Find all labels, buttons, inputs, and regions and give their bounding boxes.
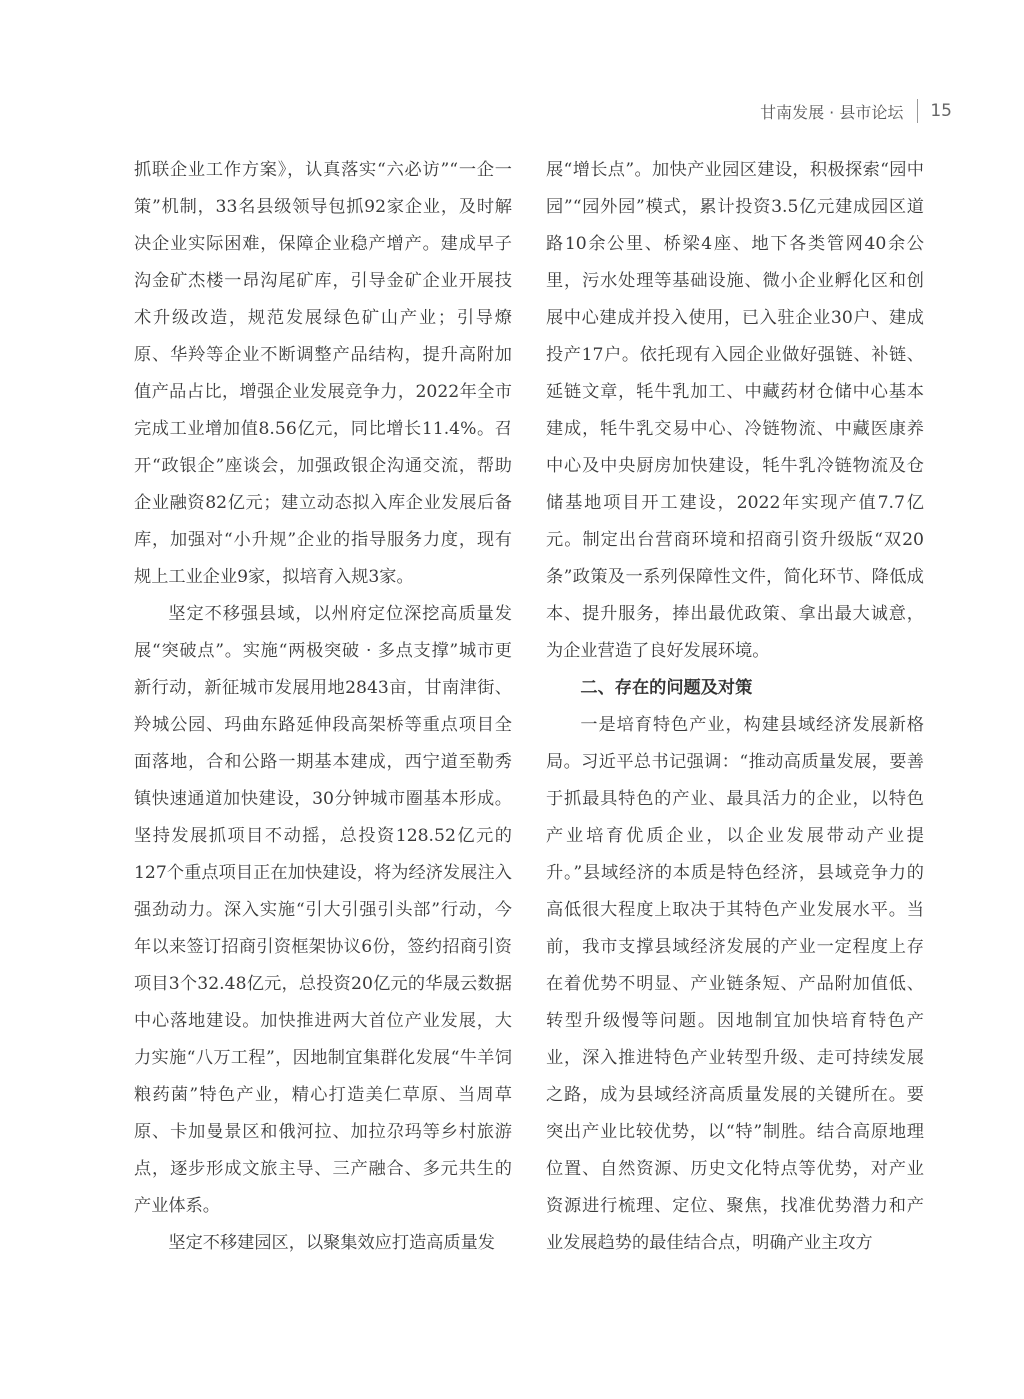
left-paragraph-3: 坚定不移建园区，以聚集效应打造高质量发 xyxy=(168,1233,495,1253)
right-paragraph-1: 展“增长点”。加快产业园区建设，积极探索“园中园”“园外园”模式，累计投资3.5亿元建成园区道路10余公里、桥梁4座、地下各类管网40余公里，污水处理等基础设施、微小企业孵化区和创展中心建成并投入使用，已入驻企业30户、建成投产17户。依托现有入园企业做好强链、补链、延链文章，牦牛乳加工、中藏药材仓储中心基本建成，牦牛乳交易中心、冷链物流、中藏医康养中心及中央厨房加快建设，牦牛乳冷链物流及仓储基地项目开工建设，2022年实现产值7.7亿元。制定出台营商环境和招商引资升级版“双20条”政策及一系列保障性文件，简化环节、降低成本、提升服务，捧出最优政策、拿出最大诚意，为企业营造了良好发展环境。 xyxy=(546,160,924,661)
left-paragraph-1: 抓联企业工作方案》，认真落实“六必访”“一企一策”机制，33名县级领导包抓92家企业，及时解决企业实际困难，保障企业稳产增产。建成早子沟金矿杰楼一昂沟尾矿库，引导金矿企业开展技术升级改造，规范发展绿色矿山产业；引导燎原、华羚等企业不断调整产品结构，提升高附加值产品占比，增强企业发展竞争力，2022年全市完成工业增加值8.56亿元，同比增长11.4%。召开“政银企”座谈会，加强政银企沟通交流，帮助企业融资82亿元；建立动态拟入库企业发展后备库，加强对“小升规”企业的指导服务力度，现有规上工业企业9家，拟培育入规3家。 xyxy=(134,160,512,587)
running-header-title: 甘南发展 · 县市论坛 xyxy=(760,102,904,122)
left-paragraph-2: 坚定不移强县域，以州府定位深挖高质量发展“突破点”。实施“两极突破 · 多点支撑”城市更新行动，新征城市发展用地2843亩，甘南津街、羚城公园、玛曲东路延伸段高架桥等重点项目全面落地，合和公路一期基本建成，西宁道至勒秀镇快速通道加快建设，30分钟城市圈基本形成。坚持发展抓项目不动摇，总投资128.52亿元的127个重点项目正在加快建设，将为经济发展注入强劲动力。深入实施“引大引强引头部”行动，今年以来签订招商引资框架协议6份，签约招商引资项目3个32.48亿元，总投资20亿元的华晟云数据中心落地建设。加快推进两大首位产业发展，大力实施“八万工程”，因地制宜集群化发展“牛羊饲粮药菌”特色产业，精心打造美仁草原、当周草原、卡加曼景区和俄河拉、加拉尕玛等乡村旅游点，逐步形成文旅主导、三产融合、多元共生的产业体系。 xyxy=(134,604,512,1216)
left-column xyxy=(134,152,512,1262)
header-divider xyxy=(917,99,918,123)
right-column xyxy=(546,152,924,1262)
running-header xyxy=(760,96,952,126)
page-number: 15 xyxy=(930,101,952,121)
right-paragraph-2: 一是培育特色产业，构建县域经济发展新格局。习近平总书记强调：“推动高质量发展，要善于抓最具特色的产业、最具活力的企业，以特色产业培育优质企业，以企业发展带动产业提升。”县域经济的本质是特色经济，县域竞争力的高低很大程度上取决于其特色产业发展水平。当前，我市支撑县域经济发展的产业一定程度上存在着优势不明显、产业链条短、产品附加值低、转型升级慢等问题。因地制宜加快培育特色产业，深入推进特色产业转型升级、走可持续发展之路，成为县域经济高质量发展的关键所在。要突出产业比较优势，以“特”制胜。结合高原地理位置、自然资源、历史文化特点等优势，对产业资源进行梳理、定位、聚焦，找准优势潜力和产业发展趋势的最佳结合点，明确产业主攻方 xyxy=(546,715,924,1253)
section-heading: 二、存在的问题及对策 xyxy=(580,678,753,698)
